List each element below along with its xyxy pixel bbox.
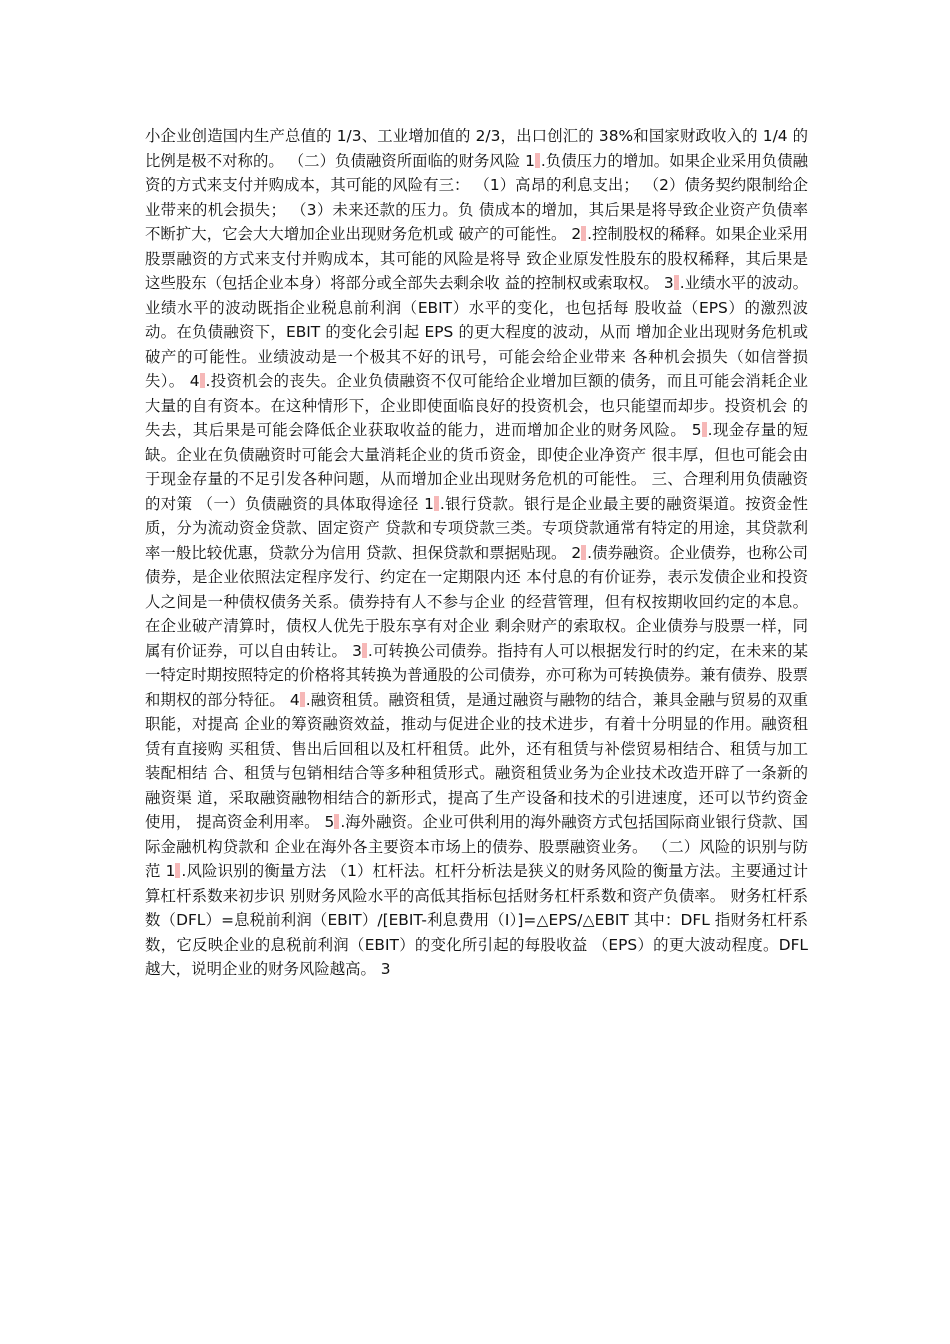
highlight-mark bbox=[702, 422, 707, 437]
text-segment: .银行贷款。银行是企业最主要的融资渠道。按资金性质，分为流动资金贷款、固定资产 贷款和专项贷款三类。专项贷款通常有特定的用途，其贷款利率一般比较优惠，贷款分为信用 贷款、担保贷款和票据贴现。 2 bbox=[145, 494, 808, 562]
text-segment: .债券融资。企业债券，也称公司债券，是企业依照法定程序发行、约定在一定期限内还 本付息的有价证券，表示发债企业和投资人之间是一种债权债务关系。债券持有人不参与企业 的经营管理，但有权按期收回约定的本息。在企业破产清算时，债权人优先于股东享有对企业 剩余财产的索取权。企业债券与股票一样，同属有价证券，可以自由转让。 3 bbox=[145, 543, 808, 660]
text-segment: .可转换公司债券。指持有人可以根据发行时的约定，在未来的某一特定时期按照特定的价格将其转换为普通股的公司债券，亦可称为可转换债券。兼有债券、股票和期权的部分特征。 4 bbox=[145, 641, 808, 709]
highlight-mark bbox=[535, 153, 540, 168]
text-segment: .海外融资。企业可供利用的海外融资方式包括国际商业银行贷款、国际金融机构贷款和 企业在海外各主要资本市场上的债券、股票融资业务。 （二）风险的识别与防范 1 bbox=[145, 813, 808, 880]
highlight-mark bbox=[434, 496, 439, 511]
text-segment: .风险识别的衡量方法 （1）杠杆法。杠杆分析法是狭义的财务风险的衡量方法。主要通过计算杠杆系数来初步识 别财务风险水平的高低其指标包括财务杠杆系数和资产负债率。 财务杠杆系数（DFL）=息税前利润（EBIT）/[EBIT-利息费用（I）]=△EPS/△EBIT 其中：DFL 指财务杠杆系数，它反映企业的息税前利润（EBIT）的变化所引起的每股收益 （EPS）的更大波动程度。DFL 越大，说明企业的财务风险越高。 3 bbox=[145, 862, 808, 978]
highlight-mark bbox=[334, 814, 339, 829]
text-segment: .融资租赁。融资租赁，是通过融资与融物的结合，兼具金融与贸易的双重职能，对提高 企业的筹资融资效益，推动与促进企业的技术进步，有着十分明显的作用。融资租赁有直接购 买租赁、售出后回租以及杠杆租赁。此外，还有租赁与补偿贸易相结合、租赁与加工装配相结 合、租赁与包销相结合等多种租赁形式。融资租赁业务为企业技术改造开辟了一条新的融资渠 道，采取融资融物相结合的新形式，提高了生产设备和技术的引进速度，还可以节约资金使用， 提高资金利用率。 5 bbox=[145, 690, 808, 831]
text-segment: .负债压力的增加。如果企业采用负债融资的方式来支付并购成本，其可能的风险有三： （1）高昂的利息支出； （2）债务契约限制给企业带来的机会损失； （3）未来还款的压力。负 债成本的增加，其后果是将导致企业资产负债率不断扩大，它会大大增加企业出现财务危机或 破产的可能性。 2 bbox=[145, 151, 808, 243]
highlight-mark bbox=[175, 863, 180, 878]
highlight-mark bbox=[300, 692, 305, 707]
text-segment: .业绩水平的波动。业绩水平的波动既指企业税息前利润（EBIT）水平的变化，也包括每 股收益（EPS）的激烈波动。在负债融资下，EBIT 的变化会引起 EPS 的更大程度的波动，从而 增加企业出现财务危机或破产的可能性。业绩波动是一个极其不好的讯号，可能会给企业带来 各种机会损失（如信誉损失）。 4 bbox=[145, 274, 808, 390]
text-segment: .投资机会的丧失。企业负债融资不仅可能给企业增加巨额的债务，而且可能会消耗企业 大量的自有资本。在这种情形下，企业即使面临良好的投资机会，也只能望而却步。投资机会 的失去，其后果是可能会降低企业获取收益的能力，进而增加企业的财务风险。 5 bbox=[145, 372, 808, 439]
highlight-mark bbox=[581, 226, 586, 241]
text-segment: 小企业创造国内生产总值的 1/3、工业增加值的 2/3，出口创汇的 38%和国家财政收入的 1/4 的 比例是极不对称的。 （二）负债融资所面临的财务风险 1 bbox=[145, 127, 808, 170]
highlight-mark bbox=[581, 545, 586, 560]
text-segment: .现金存量的短缺。企业在负债融资时可能会大量消耗企业的货币资金，即使企业净资产 很丰厚，但也可能会由于现金存量的不足引发各种问题，从而增加企业出现财务危机的可能性。 三、合理利用负债融资的对策 （一）负债融资的具体取得途径 1 bbox=[145, 421, 808, 513]
highlight-mark bbox=[362, 643, 367, 658]
highlight-mark bbox=[200, 373, 205, 388]
body-text bbox=[145, 124, 808, 982]
text-segment: .控制股权的稀释。如果企业采用股票融资的方式来支付并购成本，其可能的风险是将导 致企业原发性股东的股权稀释，其后果是这些股东（包括企业本身）将部分或全部失去剩余收 益的控制权或索取权。 3 bbox=[145, 225, 808, 292]
highlight-mark bbox=[674, 275, 679, 290]
